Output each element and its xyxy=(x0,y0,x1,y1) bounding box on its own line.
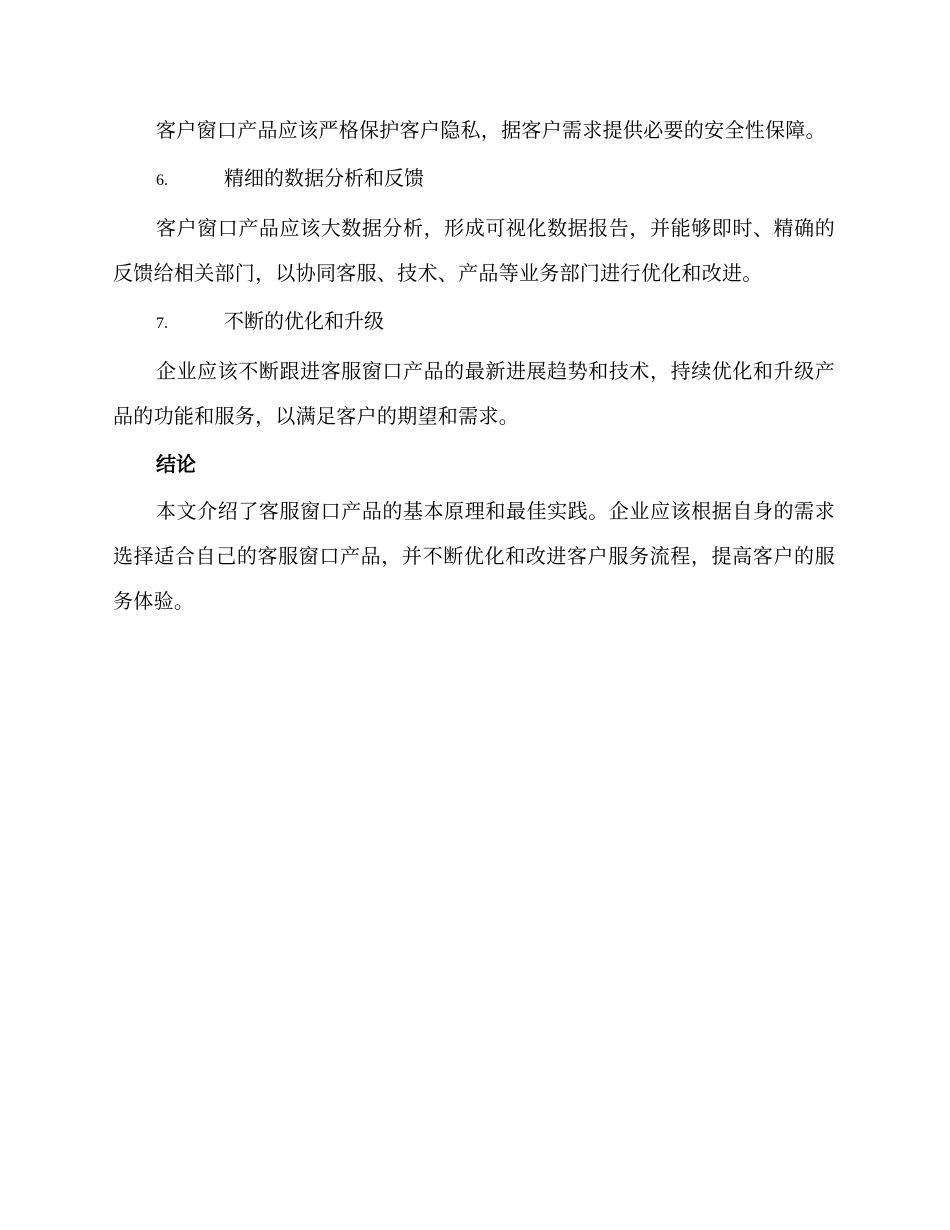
paragraph-analysis: 客户窗口产品应该大数据分析，形成可视化数据报告，并能够即时、精确的反馈给相关部门，以协同客服、技术、产品等业务部门进行优化和改进。 xyxy=(113,216,835,285)
conclusion-heading: 结论 xyxy=(156,452,196,476)
list-number: 6. xyxy=(156,172,168,189)
list-number: 7. xyxy=(156,315,168,332)
list-title: 精细的数据分析和反馈 xyxy=(224,166,424,190)
list-title: 不断的优化和升级 xyxy=(224,309,384,333)
paragraph-privacy: 客户窗口产品应该严格保护客户隐私，据客户需求提供必要的安全性保障。 xyxy=(156,118,826,142)
document-body xyxy=(113,108,835,624)
paragraph-upgrade: 企业应该不断跟进客服窗口产品的最新进展趋势和技术，持续优化和升级产品的功能和服务，以满足客户的期望和需求。 xyxy=(113,359,835,428)
list-item-6-heading xyxy=(113,164,835,195)
list-item-7-heading xyxy=(113,307,835,338)
paragraph-conclusion: 本文介绍了客服窗口产品的基本原理和最佳实践。企业应该根据自身的需求选择适合自己的客服窗口产品，并不断优化和改进客户服务流程，提高客户的服务体验。 xyxy=(113,499,835,613)
